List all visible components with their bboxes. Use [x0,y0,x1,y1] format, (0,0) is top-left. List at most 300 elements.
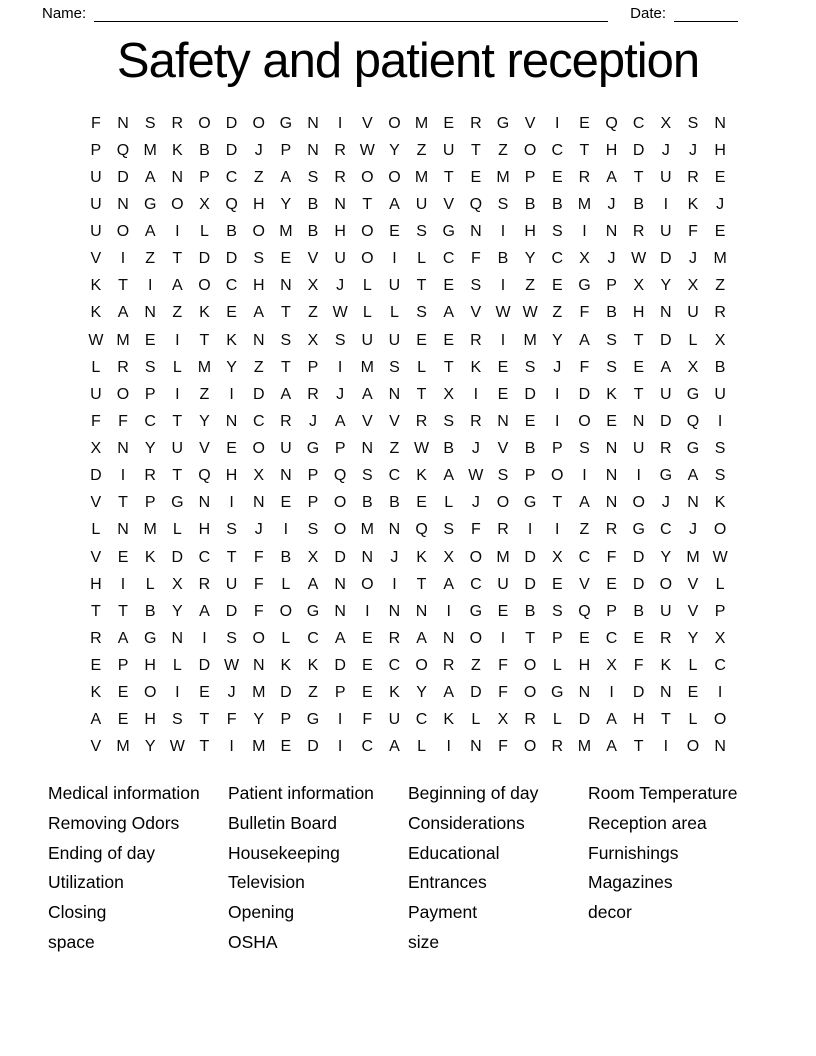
grid-letter: V [579,575,590,593]
grid-letter: K [90,277,102,295]
grid-letter: E [280,738,292,756]
grid-letter: N [280,277,292,295]
grid-letter: I [175,385,180,403]
grid-letter: F [253,602,264,620]
grid-letter: G [686,385,700,403]
grid-letter: I [337,358,343,376]
grid-letter: O [198,277,211,295]
grid-letter: S [470,277,482,295]
grid-letter: T [633,168,644,186]
grid-letter: B [714,358,726,376]
grid-letter: D [198,657,211,675]
grid-letter: T [416,575,427,593]
grid-letter: I [392,575,397,593]
grid-letter: R [470,114,482,132]
grid-letter: X [714,629,726,647]
grid-letter: X [660,114,672,132]
grid-letter: L [417,738,427,756]
grid-letter: P [551,629,563,647]
grid-letter: E [606,412,617,430]
grid-letter: A [389,738,400,756]
grid-letter: A [144,168,156,186]
grid-letter: T [118,602,128,620]
grid-letter: N [361,548,374,566]
grid-letter: T [118,277,128,295]
grid-letter: S [579,440,590,458]
grid-letter: C [442,250,455,268]
word-list-item: Room Temperature [588,783,738,803]
grid-letter: C [225,277,238,295]
grid-letter: U [660,385,672,403]
grid-letter: Y [226,358,237,376]
grid-letter: U [90,223,102,241]
grid-letter: S [253,250,265,268]
grid-letter: M [143,521,157,539]
grid-letter: I [120,250,126,268]
grid-letter: N [605,440,618,458]
grid-letter: Z [308,684,318,702]
grid-letter: F [579,304,590,322]
grid-letter: Q [578,602,591,620]
grid-letter: A [253,304,265,322]
grid-letter: I [283,521,289,539]
word-list-item: Patient information [228,783,374,803]
grid-letter: T [633,738,644,756]
grid-letter: I [337,114,343,132]
grid-letter: N [442,629,455,647]
grid-letter: Z [199,385,210,403]
grid-letter: D [334,657,346,675]
grid-letter: E [416,331,427,349]
grid-letter: S [416,223,427,241]
grid-letter: D [225,141,238,159]
grid-letter: I [582,467,587,485]
grid-letter: A [199,602,210,620]
grid-letter: Q [198,467,211,485]
grid-letter: E [524,412,536,430]
grid-letter: T [470,141,481,159]
grid-letter: L [552,657,562,675]
grid-letter: P [714,602,726,620]
grid-letter: L [417,358,427,376]
grid-letter: F [470,250,481,268]
grid-letter: W [495,304,511,322]
word-grid [82,110,733,761]
grid-letter: O [252,114,265,132]
grid-letter: F [498,738,508,756]
grid-letter: U [90,385,102,403]
grid-letter: V [90,494,102,512]
grid-letter: V [470,304,482,322]
grid-letter: D [524,575,536,593]
grid-letter: U [225,575,238,593]
grid-letter: C [361,738,374,756]
grid-letter: X [606,657,617,675]
grid-letter: I [337,711,343,729]
grid-letter: M [116,738,130,756]
grid-letter: N [334,575,346,593]
grid-letter: T [226,548,237,566]
grid-letter: C [660,521,672,539]
grid-letter: E [361,629,373,647]
grid-letter: O [713,711,727,729]
grid-letter: D [632,684,645,702]
grid-letter: T [172,250,183,268]
grid-letter: M [523,331,537,349]
grid-letter: R [660,440,672,458]
grid-letter: P [551,440,563,458]
grid-letter: V [389,412,400,430]
grid-letter: U [334,250,346,268]
grid-letter: J [227,684,236,702]
grid-letter: D [198,250,211,268]
grid-letter: U [632,440,645,458]
grid-letter: E [199,684,210,702]
grid-letter: P [334,440,346,458]
grid-letter: C [578,548,591,566]
grid-letter: Z [552,304,563,322]
grid-letter: U [171,440,184,458]
grid-letter: B [307,195,319,213]
grid-letter: Y [389,141,400,159]
grid-letter: E [226,304,237,322]
grid-letter: R [551,738,564,756]
grid-letter: H [632,304,645,322]
grid-letter: P [307,467,319,485]
grid-letter: A [443,684,455,702]
grid-letter: T [525,629,536,647]
grid-letter: T [660,711,671,729]
grid-letter: E [551,168,563,186]
grid-letter: D [578,385,591,403]
grid-letter: T [199,331,210,349]
grid-letter: N [632,412,645,430]
grid-letter: K [280,657,292,675]
grid-letter: V [307,250,319,268]
grid-letter: O [659,575,673,593]
grid-letter: K [90,304,102,322]
grid-letter: I [582,223,587,241]
grid-letter: N [307,141,319,159]
grid-letter: T [280,358,291,376]
grid-letter: E [497,602,509,620]
grid-letter: I [555,412,560,430]
grid-letter: L [281,629,291,647]
grid-letter: R [632,223,645,241]
grid-letter: V [361,114,373,132]
grid-letter: P [334,684,346,702]
grid-letter: K [660,657,672,675]
grid-letter: E [117,684,129,702]
grid-letter: T [552,494,563,512]
grid-letter: O [361,168,374,186]
grid-letter: T [416,385,427,403]
grid-letter: I [527,521,533,539]
grid-letter: K [443,711,455,729]
grid-letter: H [714,141,726,159]
grid-letter: E [361,684,373,702]
grid-letter: Z [145,250,156,268]
grid-letter: D [307,738,319,756]
grid-letter: L [688,657,698,675]
word-list-item: Beginning of day [408,783,539,803]
grid-letter: N [171,629,184,647]
grid-letter: A [443,304,455,322]
grid-letter: U [660,168,672,186]
grid-letter: I [636,467,641,485]
grid-letter: R [171,114,184,132]
grid-letter: S [714,440,726,458]
grid-letter: T [118,494,128,512]
grid-letter: M [252,684,266,702]
grid-letter: G [143,629,157,647]
grid-letter: C [632,114,645,132]
grid-letter: I [392,250,397,268]
grid-letter: R [388,629,401,647]
grid-letter: D [524,548,536,566]
grid-letter: X [307,277,319,295]
grid-letter: M [252,738,266,756]
grid-letter: I [500,277,506,295]
grid-letter: K [606,385,617,403]
grid-letter: Q [605,114,618,132]
grid-letter: B [361,494,373,512]
word-list-column [588,779,768,958]
grid-letter: N [388,521,401,539]
grid-letter: A [443,467,455,485]
grid-letter: E [389,223,400,241]
grid-letter: W [522,304,538,322]
grid-letter: D [280,684,292,702]
grid-letter: O [333,494,347,512]
grid-letter: A [389,195,400,213]
grid-letter: I [229,494,234,512]
grid-letter: L [172,657,182,675]
grid-letter: A [579,331,590,349]
word-list-column [48,779,228,958]
grid-letter: Y [551,331,563,349]
grid-letter: O [252,440,265,458]
grid-letter: W [332,304,348,322]
grid-letter: N [388,602,401,620]
grid-letter: U [90,195,102,213]
grid-letter: Y [171,602,183,620]
grid-letter: G [306,711,320,729]
grid-letter: X [579,250,590,268]
grid-letter: S [497,195,509,213]
grid-letter: Q [415,521,428,539]
grid-letter: T [172,467,183,485]
grid-letter: U [714,385,726,403]
grid-letter: J [471,494,480,512]
grid-letter: Z [470,657,481,675]
grid-letter: O [415,657,428,675]
grid-letter: E [226,440,237,458]
grid-letter: S [497,467,509,485]
grid-letter: F [253,575,264,593]
word-list-item: Housekeeping [228,842,340,863]
grid-letter: L [688,711,698,729]
grid-letter: E [579,114,590,132]
grid-letter: E [470,168,482,186]
grid-letter: A [144,223,156,241]
grid-letter: B [144,602,156,620]
grid-letter: S [416,304,427,322]
grid-letter: E [117,711,129,729]
grid-letter: Z [253,358,264,376]
grid-letter: A [334,412,346,430]
grid-letter: A [443,575,455,593]
grid-letter: W [414,440,430,458]
grid-letter: A [280,385,292,403]
grid-letter: E [280,250,292,268]
grid-letter: H [198,521,211,539]
grid-letter: J [716,195,725,213]
grid-letter: T [172,412,183,430]
grid-letter: U [388,277,401,295]
grid-letter: U [660,223,672,241]
grid-letter: P [144,385,156,403]
grid-letter: D [225,114,238,132]
grid-letter: I [609,684,614,702]
grid-letter: K [144,548,156,566]
grid-letter: E [416,494,427,512]
grid-letter: L [91,521,101,539]
grid-letter: I [120,575,126,593]
grid-letter: P [280,141,292,159]
grid-letter: Y [280,195,292,213]
grid-letter: J [390,548,399,566]
grid-letter: A [171,277,183,295]
grid-letter: G [496,114,510,132]
grid-letter: H [334,223,346,241]
grid-letter: I [175,331,180,349]
grid-letter: L [362,277,372,295]
grid-letter: D [334,548,346,566]
grid-letter: R [442,657,455,675]
grid-letter: P [307,358,319,376]
grid-letter: Z [389,440,400,458]
word-list-item: Closing [48,902,107,923]
grid-letter: U [388,711,401,729]
grid-letter: T [416,277,427,295]
grid-letter: P [524,467,536,485]
grid-letter: M [577,738,592,756]
grid-letter: F [90,114,101,132]
grid-letter: I [337,738,343,756]
grid-letter: C [551,141,564,159]
grid-letter: O [523,141,537,159]
grid-letter: B [280,548,292,566]
grid-letter: O [469,629,483,647]
grid-letter: I [365,602,370,620]
word-list-item: decor [588,902,632,923]
grid-letter: S [171,711,183,729]
grid-letter: K [307,657,319,675]
grid-letter: T [579,141,590,159]
grid-letter: K [389,684,400,702]
grid-letter: S [280,331,292,349]
grid-letter: R [144,467,156,485]
grid-letter: I [500,223,506,241]
grid-letter: H [225,467,238,485]
grid-letter: V [497,440,509,458]
word-list-item: Bulletin Board [228,812,337,833]
grid-letter: O [523,657,537,675]
grid-letter: X [443,385,455,403]
grid-letter: O [361,223,374,241]
grid-letter: Z [308,304,318,322]
grid-letter: I [229,738,234,756]
grid-letter: D [660,331,672,349]
grid-letter: J [688,250,697,268]
grid-letter: N [252,657,265,675]
grid-letter: H [524,223,536,241]
grid-letter: N [687,494,699,512]
grid-letter: R [470,412,482,430]
grid-letter: U [361,331,374,349]
grid-letter: E [714,223,726,241]
grid-letter: N [660,684,672,702]
grid-letter: L [145,575,155,593]
grid-letter: O [523,738,537,756]
grid-letter: I [717,684,723,702]
word-list-item: OSHA [228,931,278,952]
grid-letter: R [280,412,292,430]
word-list-column [228,779,408,958]
grid-letter: V [90,548,102,566]
grid-letter: Y [687,629,699,647]
grid-letter: X [443,548,455,566]
grid-letter: I [663,738,669,756]
grid-letter: B [524,602,536,620]
grid-letter: Z [498,141,508,159]
word-list-item: Television [228,872,305,893]
grid-letter: R [334,141,346,159]
grid-letter: U [90,168,102,186]
grid-letter: A [687,467,699,485]
grid-letter: A [606,711,617,729]
grid-letter: D [225,250,238,268]
grid-letter: O [523,684,537,702]
grid-letter: S [551,223,563,241]
grid-letter: J [688,521,697,539]
grid-letter: F [688,223,698,241]
grid-letter: H [144,657,156,675]
grid-letter: Z [525,277,536,295]
grid-letter: R [307,385,319,403]
grid-letter: X [687,358,699,376]
grid-letter: J [254,521,263,539]
word-list-column [408,779,588,958]
grid-letter: R [334,168,346,186]
grid-letter: H [578,657,591,675]
grid-letter: L [172,358,182,376]
grid-letter: L [688,331,698,349]
grid-letter: N [307,114,319,132]
grid-letter: I [555,521,560,539]
grid-letter: I [446,738,451,756]
grid-letter: U [687,304,699,322]
grid-letter: G [306,602,320,620]
grid-letter: A [334,629,346,647]
grid-letter: P [144,494,156,512]
grid-letter: N [117,195,129,213]
page-title: Safety and patient reception [116,34,700,88]
word-list [48,779,768,958]
grid-letter: Y [199,412,210,430]
grid-letter: N [171,168,184,186]
